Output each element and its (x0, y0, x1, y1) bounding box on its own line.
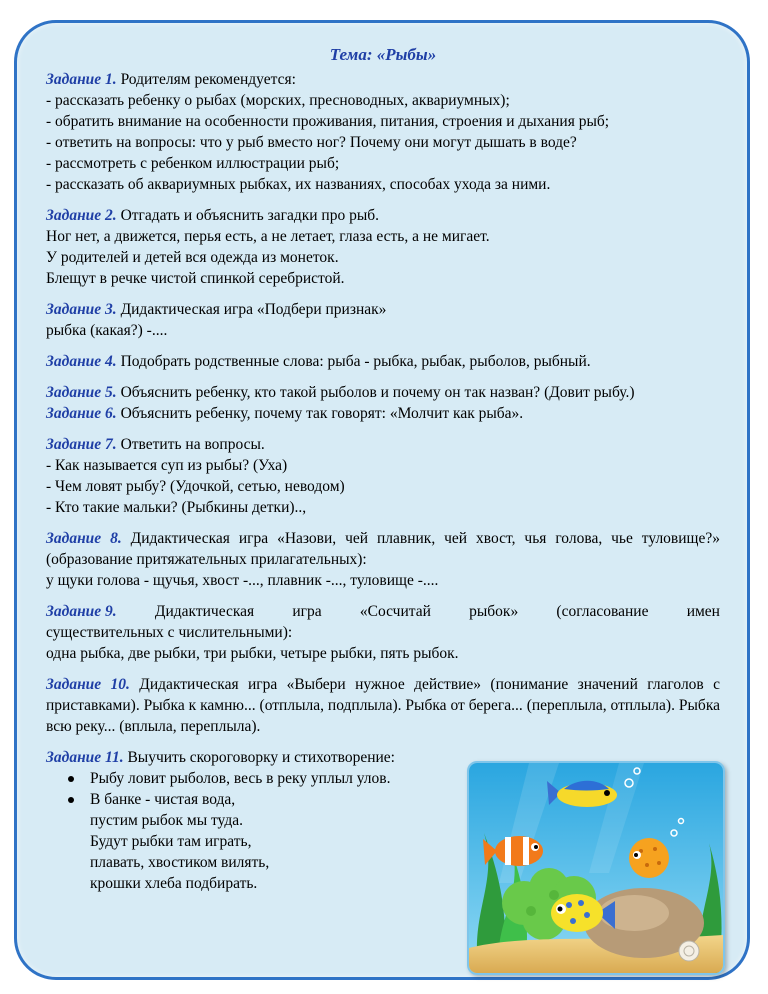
riddle-line: Блещут в речке чистой спинкой серебристой. (46, 270, 345, 287)
task-label: Задание 8. (46, 530, 122, 547)
task-label: Задание 10. (46, 676, 130, 693)
riddle-line: Ног нет, а движется, перья есть, а не летает, глаза есть, а не мигает. (46, 228, 490, 245)
task-9-first-line (46, 601, 720, 622)
task-label: Задание 3. (46, 301, 117, 318)
task-heading: Отгадать и объяснить загадки про рыб. (116, 207, 380, 224)
task-line: - рассмотреть с ребенком иллюстрации рыб; (46, 155, 340, 172)
task-line: рыбка (какая?) -.... (46, 322, 168, 339)
task-heading: Объяснить ребенку, почему так говорят: «Молчит как рыба». (116, 405, 524, 422)
task-heading: Дидактическая игра «Назови, чей плавник, чей хвост, чья голова, чье туловище?» (образование притяжательных прилагательных): (46, 530, 720, 568)
task-label: Задание 9. (46, 603, 117, 620)
task-heading: Дидактическая игра «Подбери признак» (116, 301, 387, 318)
task-line: существительных с числительными): (46, 624, 293, 641)
question-line: - Как называется суп из рыбы? (Уха) (46, 457, 288, 474)
task-label: Задание 7. (46, 436, 117, 453)
poem-line: крошки хлеба подбирать. (90, 875, 258, 892)
task-label: Задание 5. (46, 384, 117, 401)
task-10 (46, 674, 720, 737)
task-line: - обратить внимание на особенности проживания, питания, строения и дыхания рыб; (46, 113, 610, 130)
task-word: игра (292, 603, 322, 620)
task-5 (46, 382, 720, 403)
task-word: (согласование (556, 603, 649, 620)
task-7 (46, 434, 720, 518)
task-word: «Сосчитай (359, 603, 431, 620)
task-label: Задание 6. (46, 405, 117, 422)
question-line: - Кто такие мальки? (Рыбкины детки).., (46, 499, 307, 516)
task-heading: Подобрать родственные слова: рыба - рыбка, рыбак, рыболов, рыбный. (116, 353, 591, 370)
task-label: Задание 11. (46, 749, 124, 766)
task-1 (46, 69, 720, 195)
poem-line: пустим рыбок мы туда. (90, 812, 243, 829)
aquarium-fish-illustration (467, 761, 725, 975)
task-word: имен (686, 603, 720, 620)
task-word: Дидактическая (154, 603, 255, 620)
bullet-icon (68, 776, 74, 782)
question-line: - Чем ловят рыбу? (Удочкой, сетью, неводом) (46, 478, 345, 495)
task-label: Задание 4. (46, 353, 117, 370)
task-label: Задание 2. (46, 207, 117, 224)
task-9 (46, 601, 720, 664)
poem-line: Будут рыбки там играть, (90, 833, 252, 850)
task-line: - ответить на вопросы: что у рыб вместо ног? Почему они могут дышать в воде? (46, 134, 577, 151)
task-8-text (46, 528, 720, 570)
task-3 (46, 299, 720, 341)
poem-line: плавать, хвостиком вилять, (90, 854, 270, 871)
riddle-line: У родителей и детей вся одежда из монеток. (46, 249, 339, 266)
poem-line: В банке - чистая вода, (90, 791, 236, 808)
page-title: Тема: «Рыбы» (329, 45, 437, 64)
task-6 (46, 403, 720, 424)
task-line: у щуки голова - щучья, хвост -..., плавник -..., туловище -.... (46, 572, 439, 589)
bullet-icon (68, 797, 74, 803)
task-line: - рассказать об аквариумных рыбках, их названиях, способах ухода за ними. (46, 176, 551, 193)
task-4 (46, 351, 720, 372)
task-heading: Выучить скороговорку и стихотворение: (123, 749, 395, 766)
poem-line: Рыбу ловит рыболов, весь в реку уплыл улов. (90, 770, 391, 787)
task-2 (46, 205, 720, 289)
task-heading: Объяснить ребенку, кто такой рыболов и почему он так назван? (Довит рыбу.) (116, 384, 635, 401)
task-line: одна рыбка, две рыбки, три рыбки, четыре рыбки, пять рыбок. (46, 645, 459, 662)
task-line: - рассказать ребенку о рыбах (морских, пресноводных, аквариумных); (46, 92, 510, 109)
task-label: Задание 1. (46, 71, 117, 88)
task-heading: Родителям рекомендуется: (116, 71, 296, 88)
task-heading: Ответить на вопросы. (116, 436, 265, 453)
task-word: рыбок» (469, 603, 519, 620)
task-8 (46, 528, 720, 591)
task-heading: Дидактическая игра «Выбери нужное действие» (понимание значений глаголов с приставками). Рыбка к камню... (отплыла, подплыла). Рыбка от берега... (переплыла, отплыла). Рыбка всю реку... (вплыла, переплыла). (46, 676, 720, 735)
